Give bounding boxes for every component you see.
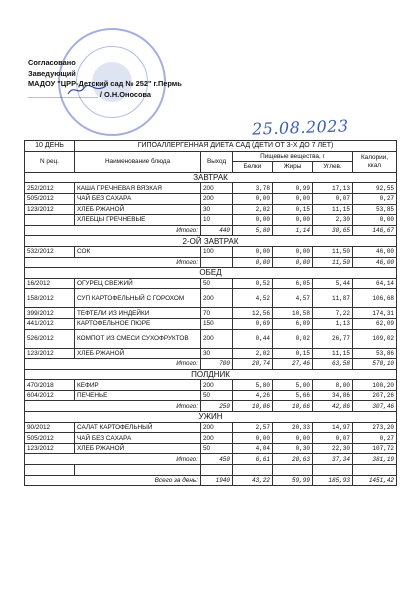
cell-proteins: 5,80 (233, 380, 273, 391)
dish-row (25, 289, 397, 308)
cell-dish-name: ЧАЙ БЕЗ САХАРА (75, 193, 201, 204)
day-total-proteins: 43,22 (233, 475, 273, 486)
cell-proteins: 4,26 (233, 390, 273, 401)
cell-carbs: 2,30 (313, 215, 353, 226)
cell-dish-name: ЧАЙ БЕЗ САХАРА (75, 433, 201, 444)
cell-recipe-number: 399/2012 (25, 308, 75, 319)
dish-row (25, 308, 397, 319)
cell-carbs: 34,86 (313, 390, 353, 401)
section-title: ОБЕД (25, 268, 397, 279)
dish-row (25, 348, 397, 359)
cell-output: 30 (201, 348, 233, 359)
approval-line-signatory: _________________ / О.Н.Оносова (28, 89, 152, 99)
cell-calories: 62,09 (353, 318, 397, 329)
dish-row (25, 183, 397, 194)
cell-dish-name: КЕФИР (75, 380, 201, 391)
cell-dish-name: ХЛЕБЦЫ ГРЕЧНЕВЫЕ (75, 215, 201, 226)
dish-row (25, 204, 397, 215)
cell-dish-name: КОМПОТ ИЗ СМЕСИ СУХОФРУКТОВ (75, 329, 201, 348)
dish-row (25, 278, 397, 289)
cell-fats: 0,00 (273, 193, 313, 204)
total-output: 700 (201, 359, 233, 370)
day-total-calories: 1451,42 (353, 475, 397, 486)
total-output: 250 (201, 401, 233, 412)
header-carbs: Углев. (313, 162, 353, 173)
section-total-row (25, 225, 397, 236)
total-output: 450 (201, 454, 233, 465)
spacer-row (25, 465, 397, 476)
cell-calories: 64,14 (353, 278, 397, 289)
diet-title: ГИПОАЛЛЕРГЕННАЯ ДИЕТА САД (ДЕТИ ОТ 3-Х ДО 7 ЛЕТ) (75, 141, 397, 152)
cell-recipe-number: 441/2012 (25, 318, 75, 329)
section-total-row (25, 257, 397, 268)
section-header (25, 369, 397, 380)
total-proteins: 0,00 (233, 257, 273, 268)
cell-calories: 46,00 (353, 246, 397, 257)
total-output (201, 257, 233, 268)
cell-output: 50 (201, 390, 233, 401)
spacer-cell (273, 465, 313, 476)
total-proteins: 5,80 (233, 225, 273, 236)
cell-calories: 0,27 (353, 433, 397, 444)
spacer-cell (353, 465, 397, 476)
cell-fats: 4,57 (273, 289, 313, 308)
section-header (25, 412, 397, 423)
cell-carbs: 22,30 (313, 443, 353, 454)
cell-carbs: 0,07 (313, 193, 353, 204)
day-total-fats: 59,99 (273, 475, 313, 486)
total-label: Итого: (25, 454, 201, 465)
header-fats: Жиры (273, 162, 313, 173)
total-fats: 10,66 (273, 401, 313, 412)
cell-proteins: 4,04 (233, 443, 273, 454)
cell-carbs: 11,87 (313, 289, 353, 308)
cell-recipe-number: 16/2012 (25, 278, 75, 289)
cell-recipe-number: 532/2012 (25, 246, 75, 257)
cell-recipe-number: 505/2012 (25, 433, 75, 444)
cell-output: 150 (201, 318, 233, 329)
cell-recipe-number: 252/2012 (25, 183, 75, 194)
dish-row (25, 318, 397, 329)
cell-carbs: 14,97 (313, 422, 353, 433)
cell-calories: 0,00 (353, 215, 397, 226)
dish-row (25, 390, 397, 401)
cell-output: 200 (201, 433, 233, 444)
cell-carbs: 7,22 (313, 308, 353, 319)
cell-fats: 10,58 (273, 308, 313, 319)
dish-row (25, 443, 397, 454)
cell-recipe-number: 158/2012 (25, 289, 75, 308)
total-carbs: 11,50 (313, 257, 353, 268)
total-label: Итого: (25, 401, 201, 412)
cell-output: 30 (201, 204, 233, 215)
day-total-output: 1940 (201, 475, 233, 486)
cell-output: 200 (201, 422, 233, 433)
cell-fats: 0,02 (273, 329, 313, 348)
dish-row (25, 193, 397, 204)
cell-calories: 174,31 (353, 308, 397, 319)
cell-proteins: 0,52 (233, 278, 273, 289)
cell-carbs: 11,50 (313, 246, 353, 257)
cell-carbs: 17,13 (313, 183, 353, 194)
cell-proteins: 0,00 (233, 246, 273, 257)
cell-calories: 53,85 (353, 204, 397, 215)
cell-fats: 6,05 (273, 278, 313, 289)
cell-carbs: 8,00 (313, 380, 353, 391)
approval-block (28, 58, 268, 100)
section-header (25, 172, 397, 183)
day-total-carbs: 185,93 (313, 475, 353, 486)
dish-row (25, 329, 397, 348)
cell-proteins: 2,02 (233, 348, 273, 359)
cell-calories: 207,26 (353, 390, 397, 401)
cell-calories: 109,02 (353, 329, 397, 348)
cell-dish-name: КАША ГРЕЧНЕВАЯ ВЯЗКАЯ (75, 183, 201, 194)
total-calories: 381,19 (353, 454, 397, 465)
total-carbs: 30,65 (313, 225, 353, 236)
cell-output: 10 (201, 215, 233, 226)
total-fats: 1,14 (273, 225, 313, 236)
cell-output: 200 (201, 329, 233, 348)
cell-dish-name: ТЕФТЕЛИ ИЗ ИНДЕЙКИ (75, 308, 201, 319)
cell-carbs: 11,15 (313, 348, 353, 359)
cell-proteins: 0,44 (233, 329, 273, 348)
cell-calories: 106,68 (353, 289, 397, 308)
approval-line-agreed: Согласовано (28, 58, 76, 67)
total-fats: 27,46 (273, 359, 313, 370)
dish-row (25, 433, 397, 444)
cell-carbs: 5,44 (313, 278, 353, 289)
cell-output: 200 (201, 289, 233, 308)
cell-recipe-number: 526/2012 (25, 329, 75, 348)
cell-output: 200 (201, 193, 233, 204)
total-label: Итого: (25, 225, 201, 236)
cell-fats: 0,00 (273, 433, 313, 444)
cell-fats: 0,99 (273, 183, 313, 194)
cell-proteins: 3,78 (233, 183, 273, 194)
cell-output: 200 (201, 380, 233, 391)
handwritten-date: 25.08.2023 (251, 116, 349, 139)
cell-dish-name: САЛАТ КАРТОФЕЛЬНЫЙ (75, 422, 201, 433)
cell-dish-name: СУП КАРТОФЕЛЬНЫЙ С ГОРОХОМ (75, 289, 201, 308)
total-proteins: 10,06 (233, 401, 273, 412)
cell-carbs: 26,77 (313, 329, 353, 348)
cell-fats: 0,30 (273, 443, 313, 454)
section-header (25, 236, 397, 247)
cell-calories: 53,86 (353, 348, 397, 359)
cell-dish-name: ХЛЕБ РЖАНОЙ (75, 348, 201, 359)
cell-carbs: 0,07 (313, 433, 353, 444)
dish-row (25, 246, 397, 257)
total-carbs: 37,34 (313, 454, 353, 465)
total-proteins: 20,74 (233, 359, 273, 370)
cell-output: 200 (201, 183, 233, 194)
cell-calories: 100,20 (353, 380, 397, 391)
section-title: ЗАВТРАК (25, 172, 397, 183)
cell-output: 50 (201, 443, 233, 454)
cell-recipe-number: 123/2012 (25, 443, 75, 454)
section-title: УЖИН (25, 412, 397, 423)
section-title: ПОЛДНИК (25, 369, 397, 380)
menu-table (24, 140, 397, 486)
section-total-row (25, 454, 397, 465)
spacer-cell (75, 465, 201, 476)
cell-recipe-number: 123/2012 (25, 348, 75, 359)
approval-line-organization: МАДОУ "ЦРР-Детский сад № 252" г.Пермь (28, 79, 182, 89)
cell-fats: 0,00 (273, 215, 313, 226)
cell-recipe-number: 470/2018 (25, 380, 75, 391)
cell-recipe-number: 90/2012 (25, 422, 75, 433)
cell-output: 50 (201, 278, 233, 289)
header-nutrients: Пищевые вещества, г (233, 151, 353, 162)
cell-proteins: 0,00 (233, 433, 273, 444)
cell-fats: 0,15 (273, 204, 313, 215)
day-label: 10 ДЕНЬ (25, 141, 75, 152)
cell-output: 70 (201, 308, 233, 319)
total-calories: 146,67 (353, 225, 397, 236)
section-header (25, 268, 397, 279)
cell-dish-name: ХЛЕБ РЖАНОЙ (75, 443, 201, 454)
total-calories: 46,00 (353, 257, 397, 268)
cell-recipe-number: 123/2012 (25, 204, 75, 215)
cell-fats: 0,15 (273, 348, 313, 359)
total-carbs: 42,86 (313, 401, 353, 412)
total-fats: 0,00 (273, 257, 313, 268)
cell-proteins: 4,52 (233, 289, 273, 308)
dish-row (25, 215, 397, 226)
section-title: 2-ОЙ ЗАВТРАК (25, 236, 397, 247)
cell-proteins: 0,69 (233, 318, 273, 329)
cell-dish-name: СОК (75, 246, 201, 257)
section-total-row (25, 401, 397, 412)
cell-recipe-number: 505/2012 (25, 193, 75, 204)
cell-dish-name: ОГУРЕЦ СВЕЖИЙ (75, 278, 201, 289)
header-output: Выход (201, 151, 233, 172)
cell-dish-name: КАРТОФЕЛЬНОЕ ПЮРЕ (75, 318, 201, 329)
total-calories: 570,10 (353, 359, 397, 370)
total-label: Итого: (25, 257, 201, 268)
cell-calories: 107,72 (353, 443, 397, 454)
cell-proteins: 12,56 (233, 308, 273, 319)
dish-row (25, 422, 397, 433)
cell-calories: 92,55 (353, 183, 397, 194)
day-total-label: Всего за день: (25, 475, 201, 486)
header-proteins: Белки (233, 162, 273, 173)
dish-row (25, 380, 397, 391)
cell-proteins: 2,57 (233, 422, 273, 433)
menu-body (25, 172, 397, 485)
cell-fats: 5,00 (273, 380, 313, 391)
cell-fats: 20,33 (273, 422, 313, 433)
cell-recipe-number: 604/2012 (25, 390, 75, 401)
total-output: 440 (201, 225, 233, 236)
header-recipe-number: N рец. (25, 151, 75, 172)
spacer-cell (313, 465, 353, 476)
cell-fats: 5,66 (273, 390, 313, 401)
total-label: Итого: (25, 359, 201, 370)
cell-carbs: 11,15 (313, 204, 353, 215)
cell-carbs: 1,13 (313, 318, 353, 329)
total-fats: 20,63 (273, 454, 313, 465)
spacer-cell (233, 465, 273, 476)
total-proteins: 6,61 (233, 454, 273, 465)
cell-output: 100 (201, 246, 233, 257)
total-carbs: 63,58 (313, 359, 353, 370)
cell-calories: 273,20 (353, 422, 397, 433)
cell-dish-name: ХЛЕБ РЖАНОЙ (75, 204, 201, 215)
spacer-cell (201, 465, 233, 476)
spacer-cell (25, 465, 75, 476)
cell-calories: 0,27 (353, 193, 397, 204)
approval-line-head: Заведующий (28, 68, 76, 78)
cell-fats: 0,00 (273, 246, 313, 257)
cell-dish-name: ПЕЧЕНЬЕ (75, 390, 201, 401)
section-total-row (25, 359, 397, 370)
cell-proteins: 0,00 (233, 215, 273, 226)
day-total-row (25, 475, 397, 486)
cell-proteins: 0,00 (233, 193, 273, 204)
header-calories: Калории, ккал (353, 151, 397, 172)
cell-recipe-number (25, 215, 75, 226)
total-calories: 307,46 (353, 401, 397, 412)
cell-proteins: 2,02 (233, 204, 273, 215)
header-dish-name: Наименование блюда (75, 151, 201, 172)
cell-fats: 6,09 (273, 318, 313, 329)
